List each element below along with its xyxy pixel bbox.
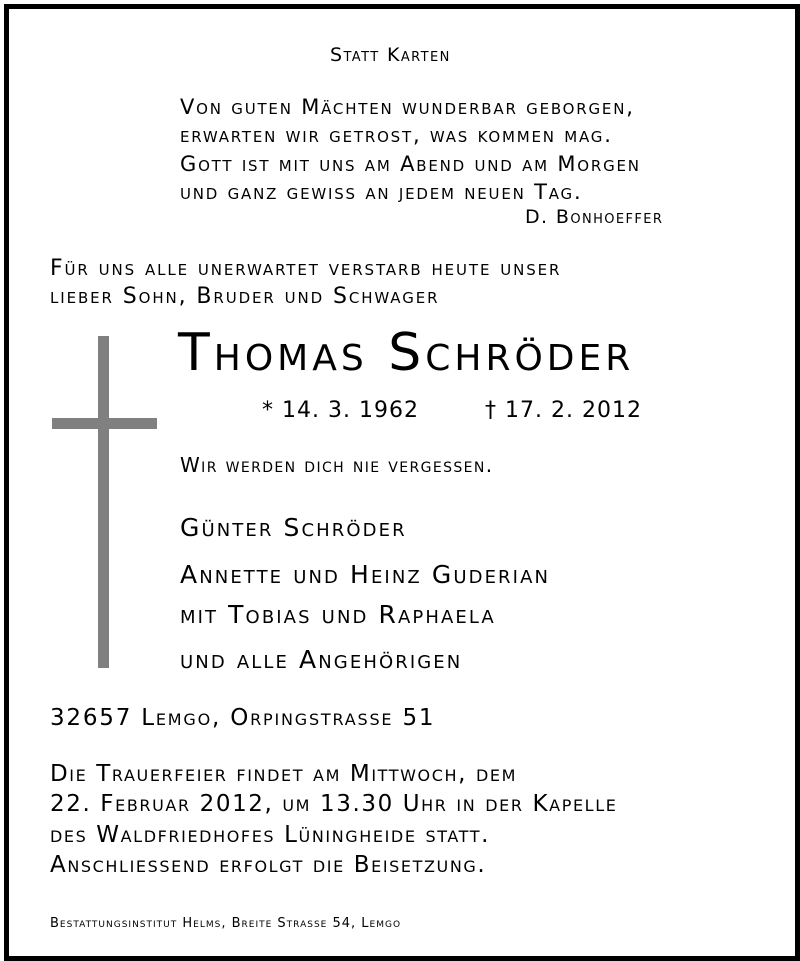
service-line: des Waldfriedhofes Lüningheide statt. [50,822,491,848]
quote-author: D. Bonhoeffer [525,206,664,228]
funeral-home-footer: Bestattungsinstitut Helms, Breite Strasse 54, Lemgo [50,916,402,931]
quote-line: Von guten Mächten wunderbar geborgen, [180,95,635,119]
death-date: † 17. 2. 2012 [485,398,642,423]
obituary-frame [4,4,800,961]
subtitle-never-forget: Wir werden dich nie vergessen. [180,453,494,477]
intro-line: Für uns alle unerwartet verstarb heute unser [50,256,562,281]
mourner-line: mit Tobias und Raphaela [180,600,496,629]
cross-icon [98,336,109,668]
header-statt-karten: Statt Karten [330,44,451,66]
mourner-line: und alle Angehörigen [180,645,463,674]
quote-line: erwarten wir getrost, was kommen mag. [180,123,613,147]
deceased-name: Thomas Schröder [178,323,635,383]
birth-date: * 14. 3. 1962 [262,398,419,423]
intro-line: lieber Sohn, Bruder und Schwager [50,284,440,309]
quote-line: und ganz gewiss an jedem neuen Tag. [180,180,583,204]
service-line: Anschliessend erfolgt die Beisetzung. [50,852,487,878]
cross-icon-bar [52,418,157,429]
service-line: Die Trauerfeier findet am Mittwoch, dem [50,761,517,787]
quote-line: Gott ist mit uns am Abend und am Morgen [180,152,641,176]
mourner-line: Günter Schröder [180,513,407,542]
family-address: 32657 Lemgo, Orpingstrasse 51 [50,705,436,731]
service-line: 22. Februar 2012, um 13.30 Uhr in der Kapelle [50,791,618,817]
mourner-line: Annette und Heinz Guderian [180,560,551,589]
